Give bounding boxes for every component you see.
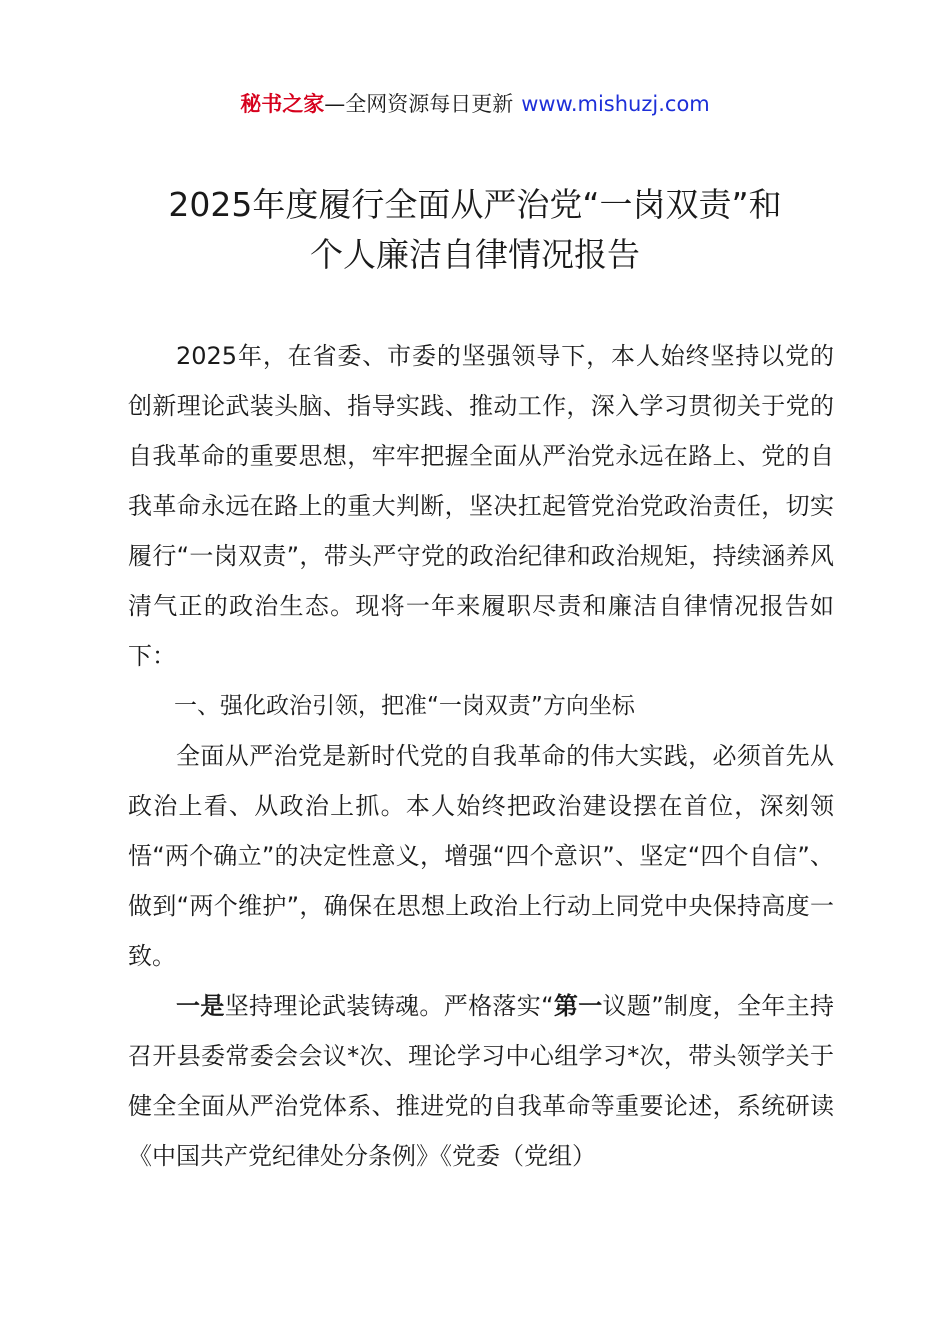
title-line-2: 个人廉洁自律情况报告 [310, 235, 640, 274]
section-1-paragraph: 全面从严治党是新时代党的自我革命的伟大实践，必须首先从政治上看、从政治上抓。本人始终把政治建设摆在首位，深刻领悟“两个确立”的决定性意义，增强“四个意识”、坚定“四个自信”、做到“两个维护”，确保在思想上政治上行动上同党中央保持高度一致。 [128, 742, 834, 970]
header-tagline: —全网资源每日更新 [324, 92, 514, 116]
brand-name: 秘书之家 [240, 92, 325, 116]
document-body [128, 331, 834, 1181]
document-title [80, 180, 870, 280]
intro-paragraph: 2025年，在省委、市委的坚强领导下，本人始终坚持以党的创新理论武装头脑、指导实践、推动工作，深入学习贯彻关于党的自我革命的重要思想，牢牢把握全面从严治党永远在路上、党的自我革命永远在路上的重大判断，坚决扛起管党治党政治责任，切实履行“一岗双责”，带头严守党的政治纪律和政治规矩，持续涵养风清气正的政治生态。现将一年来履职尽责和廉洁自律情况报告如下： [128, 342, 834, 670]
site-header [0, 88, 950, 120]
section-heading-1: 一、强化政治引领，把准“一岗双责”方向坐标 [174, 693, 635, 719]
site-url-link[interactable]: www.mishuzj.com [521, 92, 710, 116]
title-line-1: 2025年度履行全面从严治党“一岗双责”和 [168, 185, 782, 224]
point-1-lead: 一是 [176, 992, 225, 1020]
point-1-text-b: 议题”制度，全年主持召开县委常委会会议*次、理论学习中心组学习*次，带头领学关于健全全面从严治党体系、推进党的自我革命等重要论述，系统研读《中国共产党纪律处分条例》《党委（党组） [128, 992, 835, 1170]
point-1-bold: 第一 [553, 992, 603, 1020]
point-1-paragraph [128, 981, 834, 1181]
point-1-text-a: 坚持理论武装铸魂。严格落实“ [224, 992, 554, 1020]
